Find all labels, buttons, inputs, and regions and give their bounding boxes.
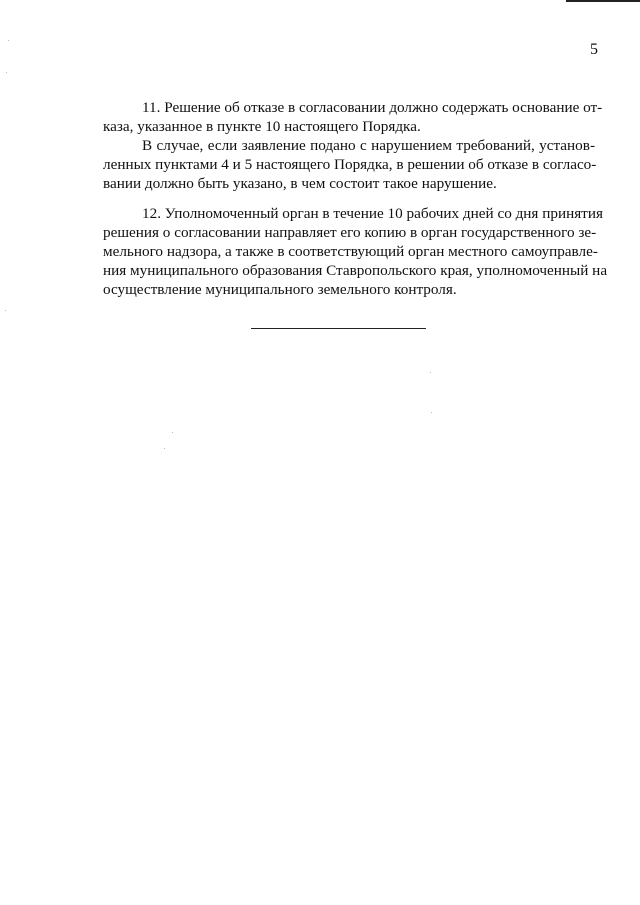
scan-speck [5,310,6,311]
paragraph-12-line-2: решения о согласовании направляет его копию в орган государственного зе- [103,224,597,241]
scan-speck [164,448,165,449]
scan-speck [8,40,9,41]
paragraph-12-line-3: мельного надзора, а также в соответствующий орган местного самоуправле- [103,243,598,260]
scan-speck [430,372,431,373]
paragraph-12-line-1: 12. Уполномоченный орган в течение 10 рабочих дней со дня принятия [142,205,603,222]
paragraph-11-line-1: 11. Решение об отказе в согласовании должно содержать основание от- [142,99,603,116]
end-separator-line [251,328,426,329]
paragraph-11-line-2: каза, указанное в пункте 10 настоящего Порядка. [103,118,421,135]
scan-speck [6,72,7,73]
paragraph-12-line-4: ния муниципального образования Ставропольского края, уполномоченный на [103,262,608,279]
paragraph-11b-line-2: ленных пунктами 4 и 5 настоящего Порядка, в решении об отказе в согласо- [103,156,597,173]
paragraph-11b-line-1: В случае, если заявление подано с нарушением требований, установ- [142,137,595,154]
scan-speck [431,412,432,413]
paragraph-12-line-5: осуществление муниципального земельного контроля. [103,281,457,298]
scan-speck [172,432,173,433]
scan-edge-mark [566,0,640,2]
paragraph-11b-line-3: вании должно быть указано, в чем состоит такое нарушение. [103,175,497,192]
page-number: 5 [590,41,598,58]
